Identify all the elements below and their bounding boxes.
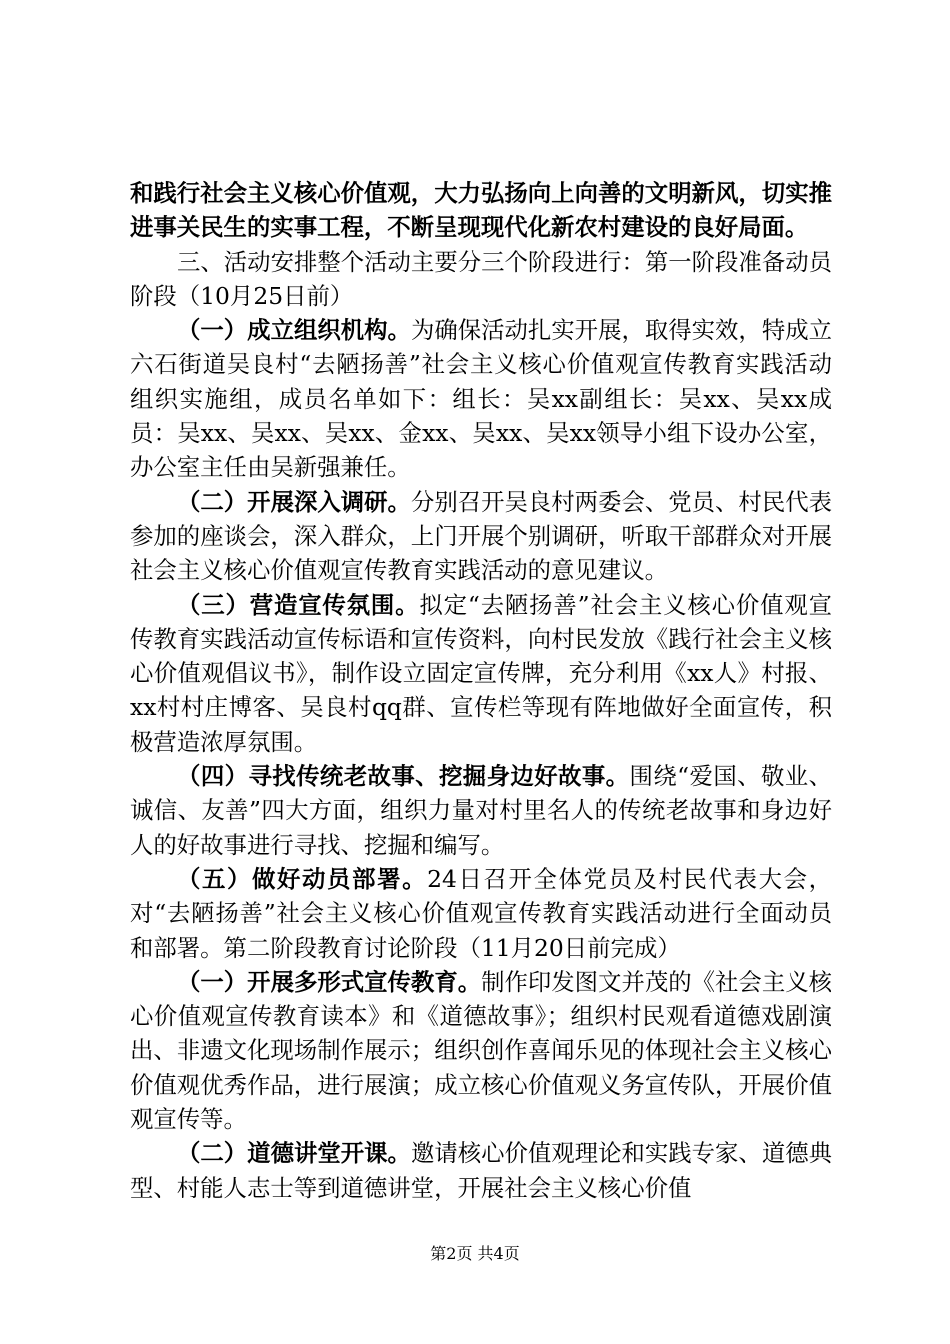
paragraph-heading: （五）做好动员部署。	[177, 864, 428, 893]
paragraph-text: 分别召开吴良村两委会、党员、村民代表参加的座谈会，深入群众，上门开展个别调研，听取干部群众对开展社会主义核心价值观宣传教育实践活动的意见建议。	[130, 487, 833, 585]
paragraph-heading: （一）成立组织机构。	[177, 316, 411, 345]
paragraph-item-2	[130, 485, 832, 588]
paragraph-section-three	[130, 245, 832, 314]
paragraph-stage2-item-2	[130, 1136, 832, 1205]
paragraph-text: 为确保活动扎实开展，取得实效，特成立六石街道吴良村“去陋扬善”社会主义核心价值观宣传教育实践活动组织实施组，成员名单如下：组长：吴xx副组长：吴xx、吴xx成员：吴xx、吴xx、吴xx、金xx、吴xx、吴xx领导小组下设办公室，办公室主任由吴新强兼任。	[130, 316, 833, 482]
paragraph-text: 邀请核心价值观理论和实践专家、道德典型、村能人志士等到道德讲堂，开展社会主义核心价值	[130, 1139, 833, 1202]
paragraph-text: 拟定“去陋扬善”社会主义核心价值观宣传教育实践活动宣传标语和宣传资料，向村民发放《践行社会主义核心价值观倡议书》，制作设立固定宣传牌，充分利用《xx人》村报、xx村村庄博客、吴良村qq群、宣传栏等现有阵地做好全面宣传，积极营造浓厚氛围。	[130, 590, 833, 756]
paragraph-item-5	[130, 862, 832, 965]
paragraph-text: 24日召开全体党员及村民代表大会，对“去陋扬善”社会主义核心价值观宣传教育实践活动进行全面动员和部署。第二阶段教育讨论阶段（11月20日前完成）	[130, 864, 832, 962]
paragraph-stage2-item-1	[130, 965, 832, 1136]
paragraph-text: 制作印发图文并茂的《社会主义核心价值观宣传教育读本》和《道德故事》；组织村民观看道德戏剧演出、非遗文化现场制作展示；组织创作喜闻乐见的体现社会主义核心价值观优秀作品，进行展演；成立核心价值观义务宣传队，开展价值观宣传等。	[130, 967, 832, 1134]
paragraph-item-4	[130, 759, 832, 862]
paragraph-item-1	[130, 313, 832, 484]
page-number: 第2页 共4页	[430, 1244, 520, 1263]
paragraph-text: 和践行社会主义核心价值观，大力弘扬向上向善的文明新风，切实推进事关民生的实事工程，不断呈现现代化新农村建设的良好局面。	[130, 179, 832, 242]
paragraph-heading: （四）寻找传统老故事、挖掘身边好故事。	[177, 762, 630, 791]
paragraph-heading: （二）开展深入调研。	[177, 487, 411, 516]
page-footer	[0, 1244, 950, 1264]
paragraph-text: 围绕“爱国、敬业、诚信、友善”四大方面，组织力量对村里名人的传统老故事和身边好人的好故事进行寻找、挖掘和编写。	[130, 762, 833, 859]
paragraph-heading: （二）道德讲堂开课。	[177, 1139, 411, 1168]
document-body	[130, 176, 832, 1205]
paragraph-heading: （三）营造宣传氛围。	[177, 590, 420, 619]
paragraph-text: 三、活动安排整个活动主要分三个阶段进行：第一阶段准备动员阶段（10月25日前）	[130, 247, 832, 310]
paragraph-intro	[130, 176, 832, 245]
paragraph-heading: （一）开展多形式宣传教育。	[177, 967, 482, 996]
paragraph-item-3	[130, 588, 832, 759]
